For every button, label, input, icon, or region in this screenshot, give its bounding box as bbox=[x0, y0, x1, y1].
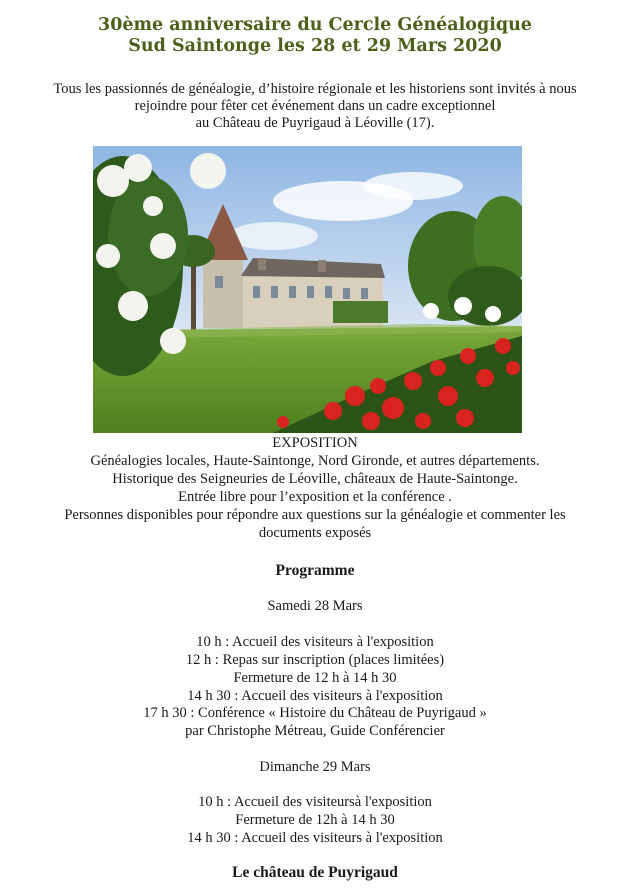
day1-label: Samedi 28 Mars bbox=[267, 598, 363, 614]
exposition-line-2: Historique des Seigneuries de Léoville, châteaux de Haute-Saintonge. bbox=[112, 471, 518, 487]
intro-line-2: rejoindre pour fêter cet événement dans un cadre exceptionnel bbox=[134, 98, 496, 114]
chateau-photo bbox=[93, 146, 522, 433]
day2-item: 14 h 30 : Accueil des visiteurs à l'exposition bbox=[187, 830, 443, 846]
day1-item: 12 h : Repas sur inscription (places limitées) bbox=[185, 652, 445, 668]
exposition-heading: EXPOSITION bbox=[272, 435, 358, 451]
day1-item: Fermeture de 12 h à 14 h 30 bbox=[233, 670, 397, 686]
day1-item: par Christophe Métreau, Guide Conférencier bbox=[185, 723, 445, 739]
exposition-line-3: Entrée libre pour l’exposition et la conférence . bbox=[178, 489, 452, 505]
day2-item: Fermeture de 12h à 14 h 30 bbox=[235, 812, 395, 828]
intro-line-3: au Château de Puyrigaud à Léoville (17). bbox=[195, 115, 435, 131]
chateau-heading: Le château de Puyrigaud bbox=[232, 864, 398, 881]
day1-item: 10 h : Accueil des visiteurs à l'exposition bbox=[196, 634, 434, 650]
day2-label: Dimanche 29 Mars bbox=[259, 759, 371, 775]
event-title-line-1: 30ème anniversaire du Cercle Généalogique bbox=[98, 15, 532, 35]
intro-line-1: Tous les passionnés de généalogie, d’histoire régionale et les historiens sont invités à nous bbox=[53, 81, 577, 97]
exposition-line-1: Généalogies locales, Haute-Saintonge, Nord Gironde, et autres départements. bbox=[90, 453, 540, 469]
programme-heading: Programme bbox=[275, 562, 355, 579]
exposition-line-4: Personnes disponibles pour répondre aux questions sur la généalogie et commenter les bbox=[64, 507, 566, 523]
day1-item: 17 h 30 : Conférence « Histoire du Château de Puyrigaud » bbox=[143, 705, 487, 721]
day1-item: 14 h 30 : Accueil des visiteurs à l'exposition bbox=[187, 688, 443, 704]
day2-item: 10 h : Accueil des visiteursà l'exposition bbox=[198, 794, 432, 810]
exposition-line-5: documents exposés bbox=[258, 525, 372, 541]
event-title-line-2: Sud Saintonge les 28 et 29 Mars 2020 bbox=[128, 36, 502, 56]
